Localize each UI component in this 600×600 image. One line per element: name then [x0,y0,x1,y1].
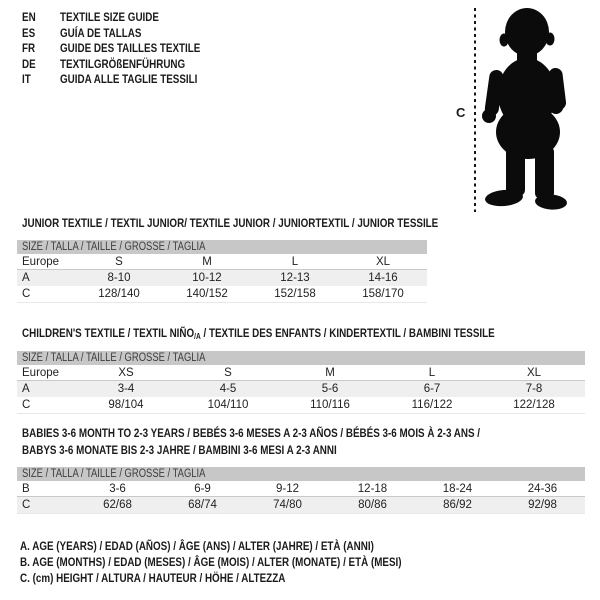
table-row-europe: Europe S M L XL [17,254,427,270]
junior-table-title: JUNIOR TEXTILE / TEXTIL JUNIOR/ TEXTILE JUNIOR / JUNIORTEXTIL / JUNIOR TESSILE [22,216,439,230]
height-measure-label: C [456,105,466,120]
language-code: EN [22,10,36,24]
table-row-age: A 8-10 10-12 12-13 14-16 [17,270,427,286]
table-row-age: A 3-4 4-5 5-6 6-7 7-8 [17,381,585,397]
legend-age-years: A. AGE (YEARS) / EDAD (AÑOS) / ÂGE (ANS) / ALTER (JAHRE) / ETÀ (ANNI) [20,539,374,553]
table-row-europe: Europe XS S M L XL [17,365,585,381]
language-row-es [22,26,231,42]
size-header-bar: SIZE / TALLA / TAILLE / GRÖSSE / TAGLIA [17,240,427,254]
baby-silhouette-icon [478,6,590,212]
table-row-height: C 62/68 68/74 74/80 80/86 86/92 92/98 [17,497,585,513]
guide-title-fr: GUIDE DES TAILLES TEXTILE [60,41,201,55]
size-header-bar: SIZE / TALLA / TAILLE / GRÖSSE / TAGLIA [17,467,585,481]
table-row-height: C 128/140 140/152 152/158 158/170 [22,288,404,300]
title-subscript: /A [194,332,201,341]
guide-title-it: GUIDA ALLE TAGLIE TESSILI [60,72,198,86]
guide-title-de: TEXTILGRÖßENFÜHRUNG [60,56,186,71]
babies-size-table [17,467,585,514]
size-header-bar: SIZE / TALLA / TAILLE / GRÖSSE / TAGLIA [17,351,585,365]
language-code: IT [22,72,31,86]
language-title-block [22,10,231,88]
language-code: DE [22,56,36,71]
legend [20,538,485,586]
children-table-title: CHILDREN'S TEXTILE / TEXTIL NIÑO/A / TEXTILE DES ENFANTS / KINDERTEXTIL / BAMBINI TESSILE [22,326,495,341]
guide-title-en: TEXTILE SIZE GUIDE [60,10,160,24]
language-row-fr [22,41,231,57]
language-row-de [22,57,231,73]
babies-table-title: BABIES 3-6 MONTH TO 2-3 YEARS / BEBÉS 3-6 MESES A 2-3 AÑOS / BÉBÉS 3-6 MOIS À 2-3 ANS / BABYS 3-6 MONATE BIS 2-3 JAHRE / BAMBINI 3-6 MESI A 2-3 ANNI [22,426,481,457]
children-size-table [17,351,585,414]
language-row-en [22,10,231,26]
table-row-age-months: B 3-6 6-9 9-12 12-18 18-24 24-36 [17,481,585,497]
table-row-height: C 98/104 104/110 110/116 116/122 122/128 [22,399,555,411]
legend-age-months: B. AGE (MONTHS) / EDAD (MESES) / ÂGE (MOIS) / ALTER (MONATE) / ETÀ (MESI) [20,555,402,569]
junior-size-table [17,240,427,303]
language-row-it [22,72,231,88]
guide-title-es: GUÍA DE TALLAS [60,25,142,40]
legend-height-cm: C. (cm) HEIGHT / ALTURA / HAUTEUR / HÖHE / ALTEZZA [20,571,286,585]
language-code: FR [22,41,36,55]
language-code: ES [22,25,36,40]
